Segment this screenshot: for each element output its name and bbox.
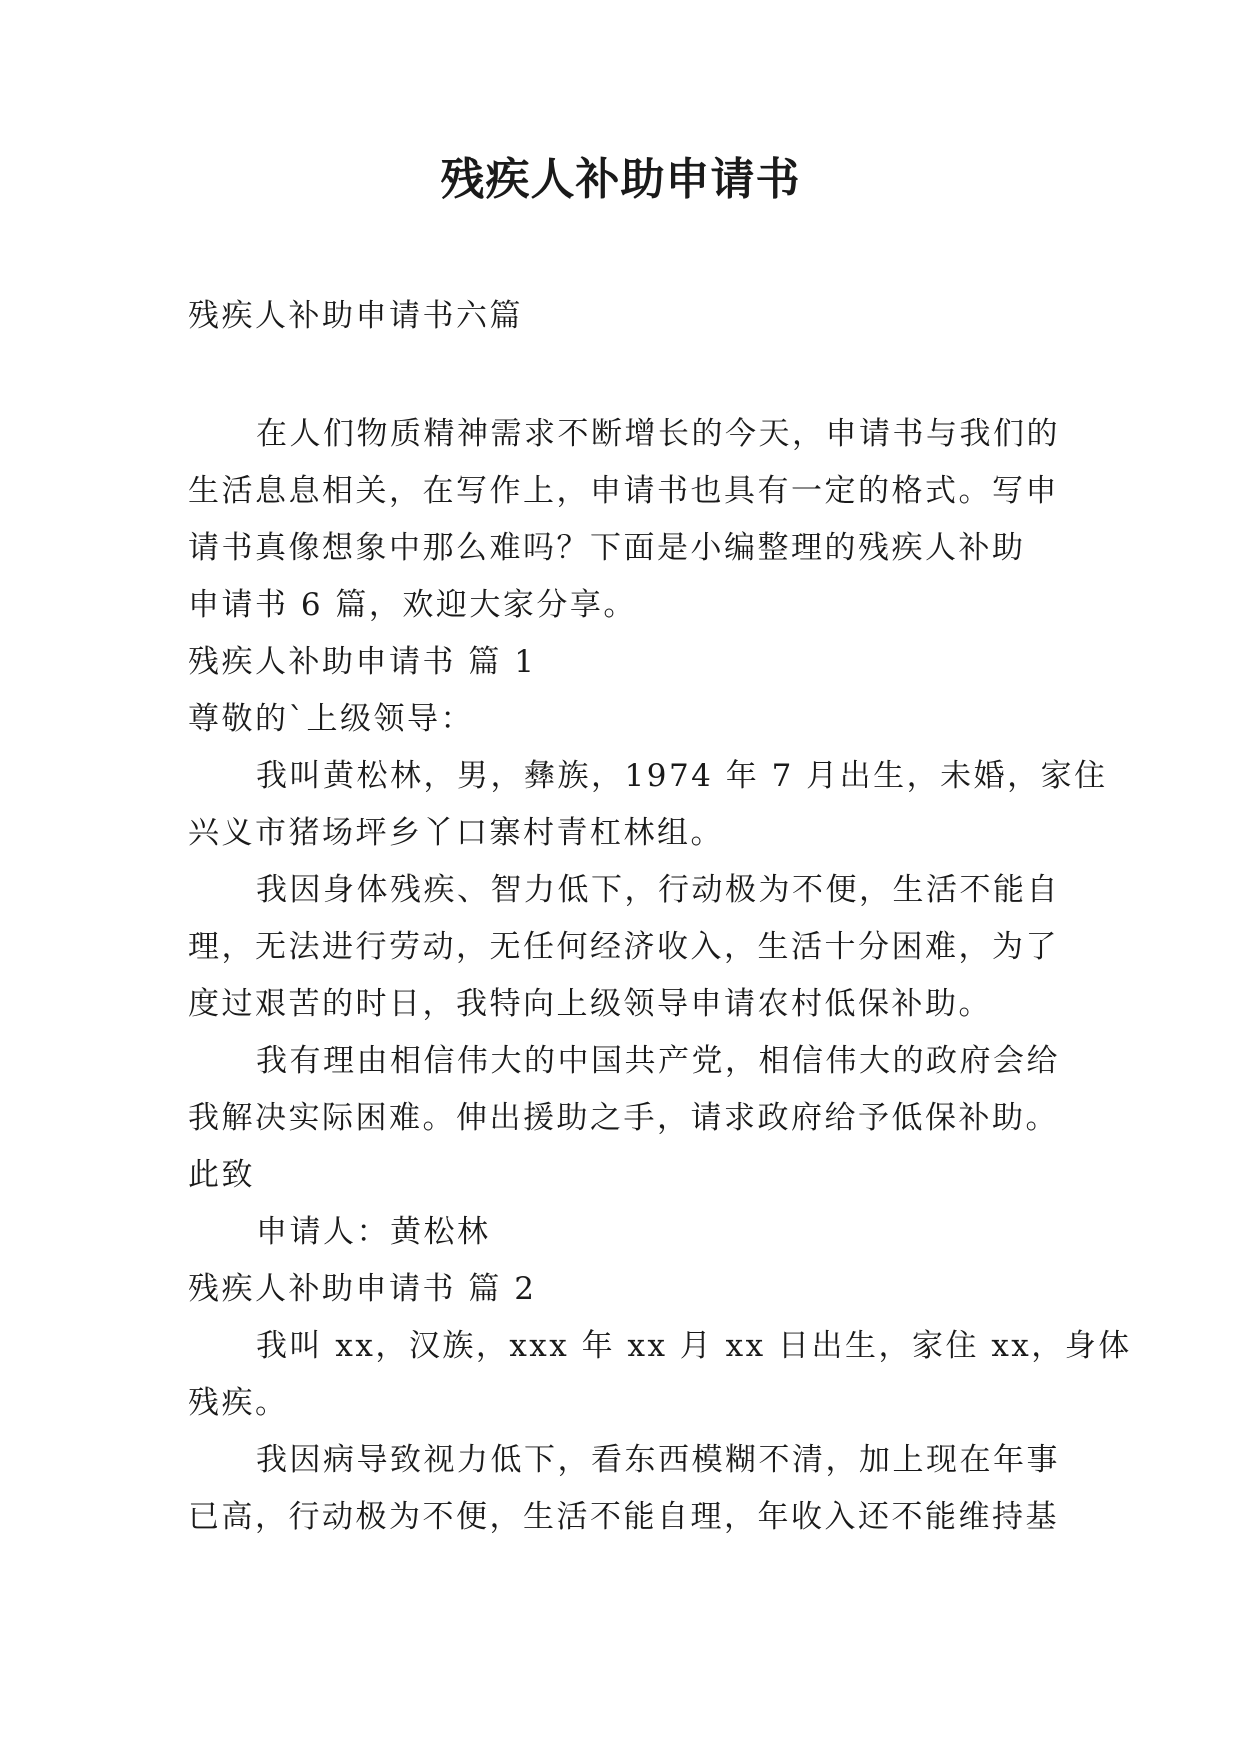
text-line: 尊敬的`上级领导： xyxy=(188,701,474,737)
text-line: 兴义市猪场坪乡丫口寨村青杠林组。 xyxy=(188,815,724,851)
document-title: 残疾人补助申请书 xyxy=(440,154,801,205)
text-line: 我因病导致视力低下，看东西模糊不清，加上现在年事 xyxy=(256,1442,1060,1478)
text-line: 申请书 6 篇，欢迎大家分享。 xyxy=(188,587,637,623)
text-line: 度过艰苦的时日，我特向上级领导申请农村低保补助。 xyxy=(188,986,992,1022)
text-line: 残疾。 xyxy=(188,1385,289,1421)
text-line: 生活息息相关，在写作上，申请书也具有一定的格式。写申 xyxy=(188,473,1059,509)
text-line: 我叫黄松林，男，彝族，1974 年 7 月出生，未婚，家住 xyxy=(256,758,1108,794)
text-line: 我有理由相信伟大的中国共产党，相信伟大的政府会给 xyxy=(256,1043,1060,1079)
text-line: 我解决实际困难。伸出援助之手，请求政府给予低保补助。 xyxy=(188,1100,1059,1136)
text-line: 残疾人补助申请书 篇 1 xyxy=(188,644,537,680)
text-line: 我叫 xx，汉族，xxx 年 xx 月 xx 日出生，家住 xx，身体 xyxy=(256,1328,1132,1364)
text-line: 请书真像想象中那么难吗？下面是小编整理的残疾人补助 xyxy=(188,530,1026,566)
text-line: 理，无法进行劳动，无任何经济收入，生活十分困难，为了 xyxy=(188,929,1059,965)
text-line: 此致 xyxy=(188,1157,255,1193)
text-line: 已高，行动极为不便，生活不能自理，年收入还不能维持基 xyxy=(188,1499,1059,1535)
text-line: 在人们物质精神需求不断增长的今天，申请书与我们的 xyxy=(256,416,1060,452)
text-line: 残疾人补助申请书六篇 xyxy=(188,298,523,334)
text-line: 申请人：黄松林 xyxy=(256,1214,491,1250)
text-line: 我因身体残疾、智力低下，行动极为不便，生活不能自 xyxy=(256,872,1060,908)
text-line: 残疾人补助申请书 篇 2 xyxy=(188,1271,537,1307)
